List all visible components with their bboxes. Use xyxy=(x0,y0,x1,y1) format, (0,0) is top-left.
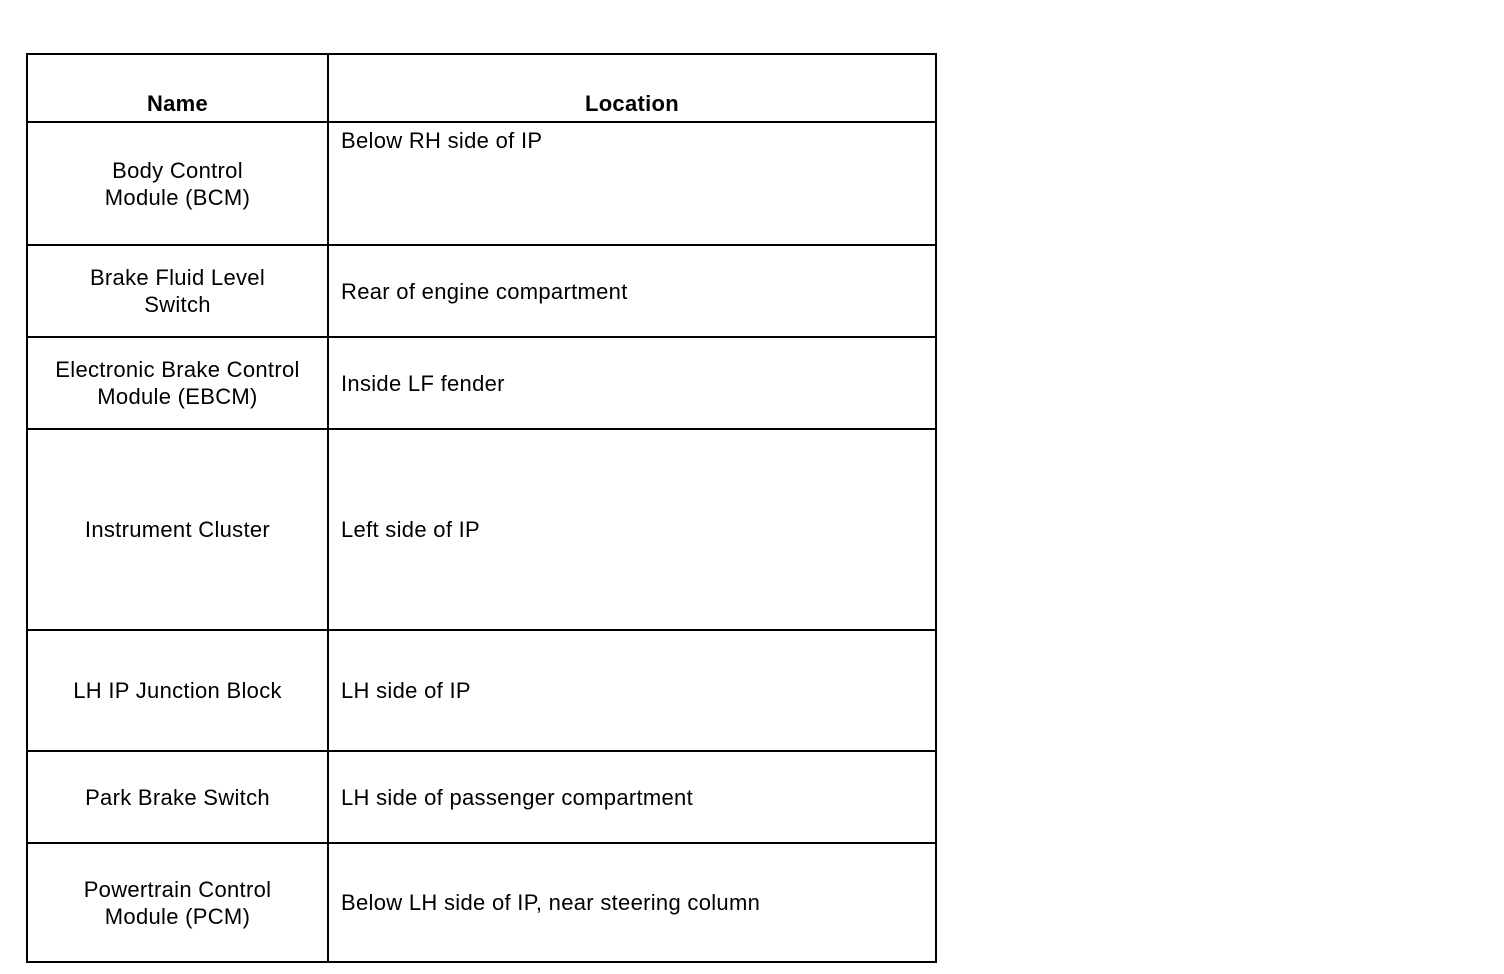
component-location-cell: LH side of IP xyxy=(328,630,936,751)
column-header-location: Location xyxy=(328,54,936,122)
component-name-cell: Instrument Cluster xyxy=(27,429,328,630)
component-location-cell: Below LH side of IP, near steering column xyxy=(328,843,936,962)
component-location-table xyxy=(26,53,937,963)
component-name-cell: Body Control Module (BCM) xyxy=(27,122,328,245)
table-row xyxy=(27,630,936,751)
component-name-cell: LH IP Junction Block xyxy=(27,630,328,751)
column-header-name: Name xyxy=(27,54,328,122)
component-location-cell: Inside LF fender xyxy=(328,337,936,429)
component-location-cell: Rear of engine compartment xyxy=(328,245,936,337)
table-header-row xyxy=(27,54,936,122)
table-row xyxy=(27,751,936,843)
component-location-cell: LH side of passenger compartment xyxy=(328,751,936,843)
component-location-table-wrapper xyxy=(26,53,937,963)
component-location-cell: Below RH side of IP xyxy=(328,122,936,245)
table-row xyxy=(27,337,936,429)
table-row xyxy=(27,843,936,962)
component-name-cell: Electronic Brake Control Module (EBCM) xyxy=(27,337,328,429)
component-name-cell: Powertrain Control Module (PCM) xyxy=(27,843,328,962)
table-row xyxy=(27,245,936,337)
component-name-cell: Brake Fluid Level Switch xyxy=(27,245,328,337)
component-location-cell: Left side of IP xyxy=(328,429,936,630)
component-name-cell: Park Brake Switch xyxy=(27,751,328,843)
table-row xyxy=(27,429,936,630)
table-row xyxy=(27,122,936,245)
